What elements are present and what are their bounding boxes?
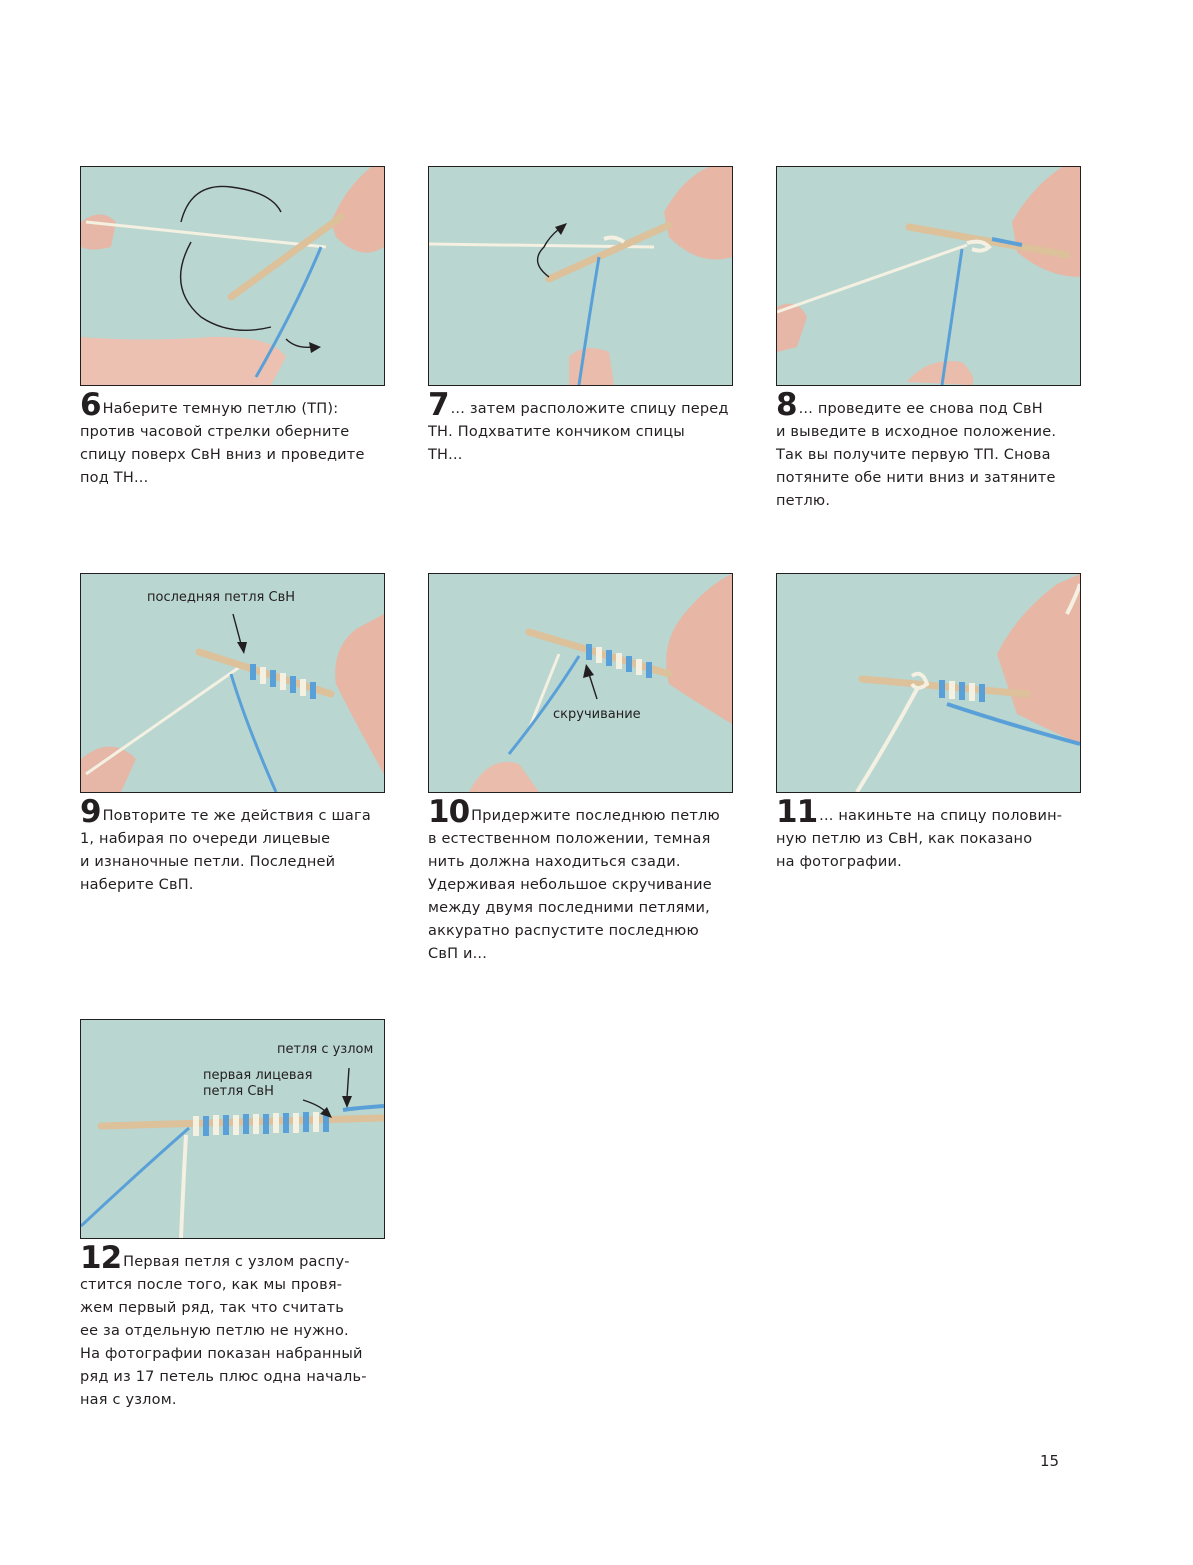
step-text: Повторите те же действия с шага 1, набирая по очереди лицевые и изнаночные петли. Последней наберите СвП.: [80, 808, 371, 893]
photo-label-first-knit-loop: первая лицевая петля СвН: [203, 1068, 313, 1099]
step-text: Наберите темную петлю (ТП): против часовой стрелки оберните спицу поверх СвН вниз и проведите под ТН...: [80, 401, 365, 486]
step-text: ... затем расположите спицу перед ТН. Подхватите кончиком спицы ТН...: [428, 401, 729, 463]
step-11-caption: [776, 794, 1081, 874]
step-text: Придержите последнюю петлю в естественном положении, темная нить должна находиться сзади. Удерживая небольшое скручивание между двумя последними петлями, аккуратно распустите последнюю СвП и...: [428, 808, 720, 962]
step-11: [776, 573, 1081, 874]
step-7: [428, 166, 733, 467]
step-6-illustration: [81, 167, 384, 385]
step-number: 10: [428, 794, 470, 830]
page-number: 15: [1040, 1452, 1060, 1470]
step-number: 8: [776, 387, 797, 423]
step-number: 11: [776, 794, 818, 830]
step-11-illustration: [777, 574, 1080, 792]
step-11-photo: [776, 573, 1081, 793]
step-10: [428, 573, 733, 966]
step-12-photo: [80, 1019, 385, 1239]
step-9-illustration: [81, 574, 384, 792]
step-7-photo: [428, 166, 733, 386]
step-6: [80, 166, 385, 490]
step-10-caption: [428, 794, 733, 966]
step-number: 9: [80, 794, 101, 830]
step-8-photo: [776, 166, 1081, 386]
step-text: ... проведите ее снова под СвН и выведите в исходное положение. Так вы получите первую ТП. Снова потяните обе нити вниз и затяните петлю.: [776, 401, 1057, 509]
step-8: [776, 166, 1081, 513]
step-number: 7: [428, 387, 449, 423]
photo-label-knot-loop: петля с узлом: [277, 1042, 374, 1057]
step-number: 12: [80, 1240, 122, 1276]
step-12: [80, 1019, 385, 1412]
step-9: [80, 573, 385, 897]
step-9-caption: [80, 794, 385, 897]
step-8-illustration: [777, 167, 1080, 385]
step-text: Первая петля с узлом распу- стится после того, как мы провя- жем первый ряд, так что считать ее за отдельную петлю не нужно. На фотографии показан набранный ряд из 17 петель плюс одна началь- ная с узлом.: [80, 1254, 367, 1408]
step-8-caption: [776, 387, 1081, 513]
step-10-illustration: [429, 574, 732, 792]
step-number: 6: [80, 387, 101, 423]
step-9-photo: [80, 573, 385, 793]
step-7-illustration: [429, 167, 732, 385]
step-12-caption: [80, 1240, 385, 1412]
step-7-caption: [428, 387, 733, 467]
photo-label-twist: скручивание: [553, 707, 641, 722]
photo-label-last-loop: последняя петля СвН: [147, 590, 296, 605]
step-text: ... накиньте на спицу половин- ную петлю из СвН, как показано на фотографии.: [776, 808, 1063, 870]
step-6-photo: [80, 166, 385, 386]
step-6-caption: [80, 387, 385, 490]
step-10-photo: [428, 573, 733, 793]
